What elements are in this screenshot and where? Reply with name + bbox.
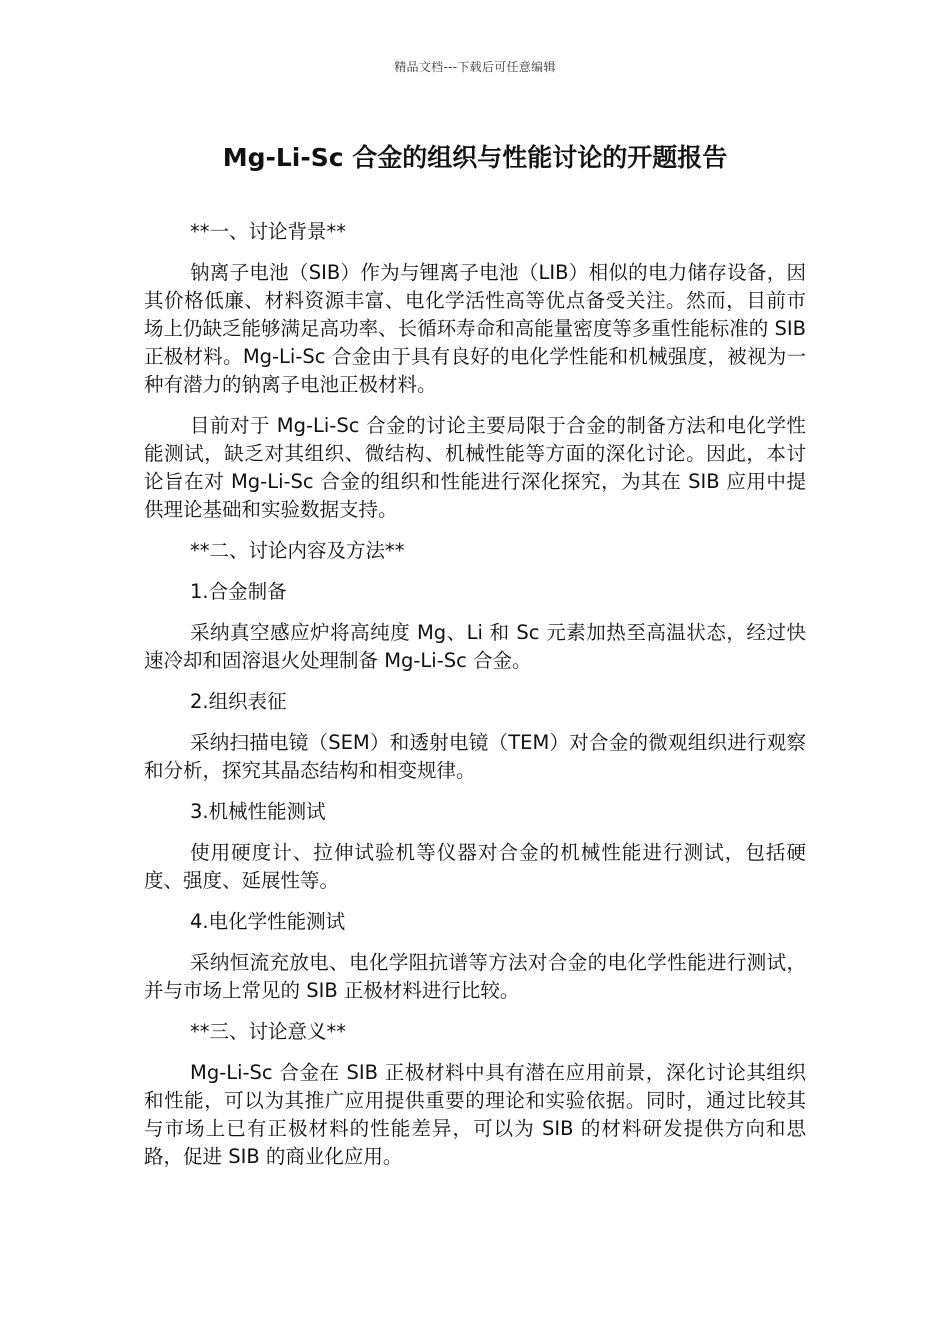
- item-heading-alloy-prep: 1.合金制备: [190, 580, 287, 603]
- item-text-alloy-prep: 采纳真空感应炉将高纯度 Mg、Li 和 Sc 元素加热至高温状态，经过快速冷却和固溶退火处理制备 Mg-Li-Sc 合金。: [144, 621, 806, 672]
- item-heading-electrochemical: 4.电化学性能测试: [190, 910, 346, 933]
- item-text-mechanical: 使用硬度计、拉伸试验机等仪器对合金的机械性能进行测试，包括硬度、强度、延展性等。: [144, 841, 806, 892]
- document-title: Mg-Li-Sc 合金的组织与性能讨论的开题报告: [222, 143, 728, 172]
- item-heading-mechanical: 3.机械性能测试: [190, 800, 326, 823]
- item-heading-microstructure: 2.组织表征: [190, 690, 287, 713]
- section-heading-significance: **三、讨论意义**: [190, 1020, 347, 1043]
- section-heading-background: **一、讨论背景**: [190, 220, 347, 243]
- background-paragraph-1: 钠离子电池（SIB）作为与锂离子电池（LIB）相似的电力储存设备，因其价格低廉、材料资源丰富、电化学活性高等优点备受关注。然而，目前市场上仍缺乏能够满足高功率、长循环寿命和高能量密度等多重性能标准的 SIB 正极材料。Mg-Li-Sc 合金由于具有良好的电化学性能和机械强度，被视为一种有潜力的钠离子电池正极材料。: [144, 261, 806, 396]
- significance-paragraph: Mg-Li-Sc 合金在 SIB 正极材料中具有潜在应用前景，深化讨论其组织和性能，可以为其推广应用提供重要的理论和实验依据。同时，通过比较其与市场上已有正极材料的性能差异，可以为 SIB 的材料研发提供方向和思路，促进 SIB 的商业化应用。: [144, 1061, 806, 1168]
- section-heading-content: **二、讨论内容及方法**: [190, 539, 405, 562]
- item-text-microstructure: 采纳扫描电镜（SEM）和透射电镜（TEM）对合金的微观组织进行观察和分析，探究其晶态结构和相变规律。: [144, 731, 806, 782]
- document-body: [144, 218, 806, 1184]
- header-note: 精品文档---下载后可任意编辑: [394, 60, 556, 74]
- item-text-electrochemical: 采纳恒流充放电、电化学阻抗谱等方法对合金的电化学性能进行测试，并与市场上常见的 SIB 正极材料进行比较。: [144, 951, 806, 1002]
- background-paragraph-2: 目前对于 Mg-Li-Sc 合金的讨论主要局限于合金的制备方法和电化学性能测试，缺乏对其组织、微结构、机械性能等方面的深化讨论。因此，本讨论旨在对 Mg-Li-Sc 合金的组织和性能进行深化探究，为其在 SIB 应用中提供理论基础和实验数据支持。: [144, 414, 806, 521]
